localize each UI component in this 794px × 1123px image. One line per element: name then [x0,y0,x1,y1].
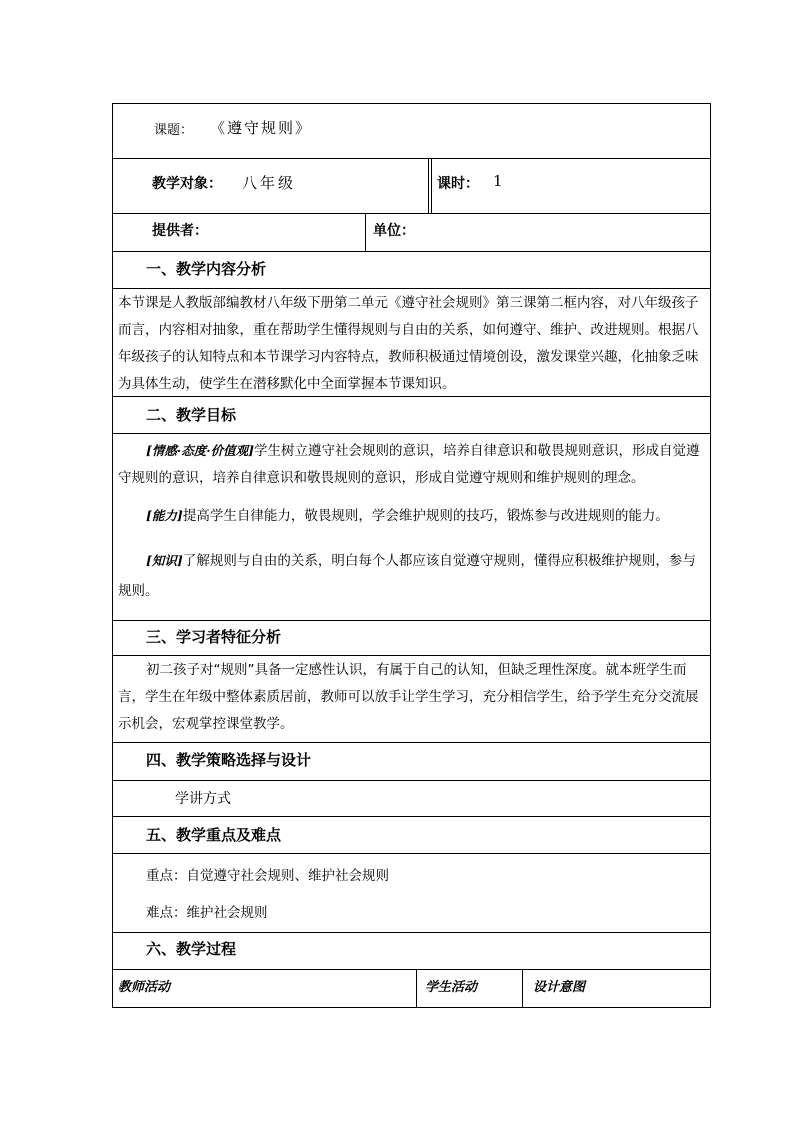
goal-ability-tag: [能力] [146,508,183,523]
audience-value: 八年级 [242,174,297,192]
cell-divider [428,158,429,213]
cell-divider [365,213,366,251]
goal-emotion-tag: [情感·态度·价值观] [146,443,255,458]
table-border-bottom [112,1007,711,1008]
topic-value: 《遵守规则》 [210,119,313,137]
goal-ability [118,502,706,530]
row-divider [112,655,711,656]
key-point-text: 自觉遵守社会规则、维护社会规则 [186,868,389,884]
table-border-right [710,103,711,1008]
row-divider [112,158,711,159]
row-divider [112,816,711,817]
topic-label: 课题： [154,123,194,138]
audience-label: 教学对象： [152,176,222,192]
goal-knowledge-tag: [知识] [146,553,183,568]
key-point [146,864,389,884]
row-divider [112,288,711,289]
goal-emotion-text: 学生树立遵守社会规则的意识，培养自律意识和敬畏规则意识，形成自觉遵守规则的意识，培养自律意识和敬畏规则的意识，形成自觉遵守规则和维护规则的理念。 [118,443,700,486]
table-border-left [112,103,113,1008]
cell-divider [522,969,523,1007]
row-divider [112,251,711,252]
goal-knowledge [118,546,706,606]
key-point-label: 重点： [146,868,187,884]
row-divider [112,433,711,434]
strategy-text: 学讲方式 [175,791,231,807]
goal-knowledge-text: 了解规则与自由的关系，明白每个人都应该自觉遵守规则，懂得应积极维护规则，参与规则。 [118,553,696,599]
goal-emotion [118,437,706,492]
section-title: 一、教学内容分析 [146,260,267,278]
column-header-design: 设计意图 [533,980,586,995]
content-analysis-text: 本节课是人教版部编教材八年级下册第二单元《遵守社会规则》第三课第二框内容，对八年级孩子而言，内容相对抽象，重在帮助学生懂得规则与自由的关系，如何遵守、维护、改进规则。根据八年级孩子的认知特点和本节课学习内容特点，教师积极通过情境创设，激发课堂兴趣，化抽象乏味为具体生动，使学生在潜移默化中全面掌握本节课知识。 [118,295,699,392]
hours-label: 课时： [437,176,479,192]
provider-label: 提供者： [152,223,208,239]
row-divider [112,213,711,214]
row-divider [112,742,711,743]
section-title: 三、学习者特征分析 [146,628,282,646]
row-divider [112,969,711,970]
learner-analysis-text: 初二孩子对“规则”具备一定感性认识，有属于自己的认知，但缺乏理性深度。就本班学生而言，学生在年级中整体素质居前，教师可以放手让学生学习，充分相信学生，给予学生充分交流展示机会，宏观掌控课堂教学。 [118,662,699,732]
row-divider [112,780,711,781]
difficult-point-text: 维护社会规则 [186,905,268,921]
row-divider [112,620,711,621]
difficult-point-label: 难点： [146,905,187,921]
section-title: 五、教学重点及难点 [146,826,282,844]
section-title: 二、教学目标 [146,406,237,424]
row-divider [112,853,711,854]
hours-value: 1 [493,172,503,190]
section-title: 四、教学策略选择与设计 [146,751,312,769]
unit-label: 单位： [373,223,415,239]
cell-divider [416,969,417,1007]
column-header-student: 学生活动 [425,980,478,995]
cell-divider [431,158,432,213]
row-divider [112,932,711,933]
goal-ability-text: 提高学生自律能力，敬畏规则，学会维护规则的技巧，锻炼参与改进规则的能力。 [182,508,669,524]
difficult-point [146,901,268,921]
section-title: 六、教学过程 [146,940,237,958]
table-border-top [112,103,711,104]
column-header-teacher: 教师活动 [118,980,171,995]
